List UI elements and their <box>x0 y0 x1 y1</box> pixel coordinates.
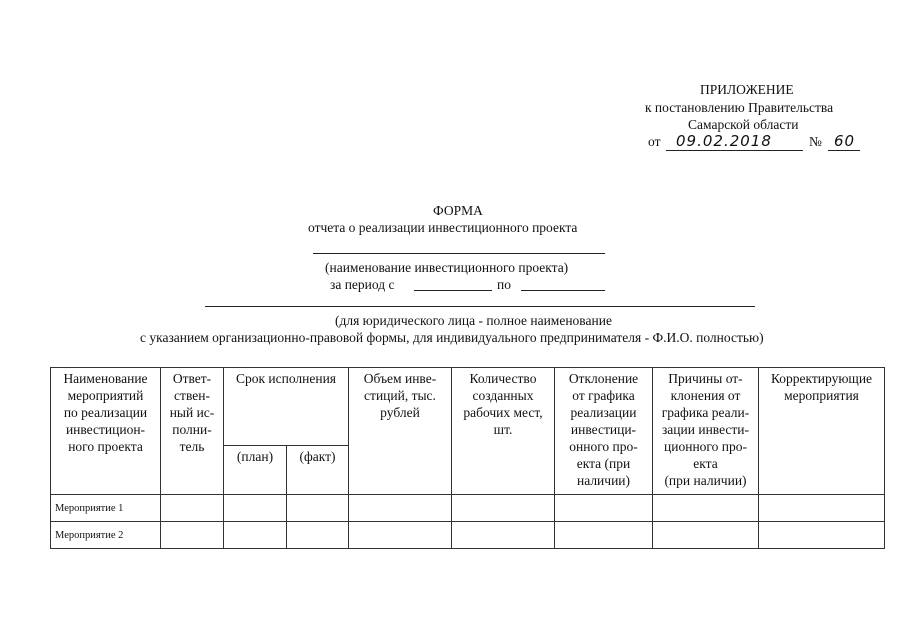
table-cell <box>759 522 885 549</box>
header-investment: Объем инве- стиций, тыс. рублей <box>349 368 452 495</box>
header-deadline: Срок исполнения <box>224 368 349 446</box>
header-jobs: Количество созданных рабочих мест, шт. <box>452 368 555 495</box>
appendix-number-value: 60 <box>834 132 856 150</box>
appendix-from-label: от <box>648 134 661 149</box>
form-subtitle: отчета о реализации инвестиционного проекта <box>308 220 578 235</box>
table-row <box>51 495 885 522</box>
table-cell <box>287 495 349 522</box>
table-cell <box>555 522 653 549</box>
activity-1-label: Мероприятие 1 <box>51 495 161 522</box>
appendix-number-label: № <box>809 134 822 149</box>
appendix-line-1: к постановлению Правительства <box>645 100 834 115</box>
appendix-title: ПРИЛОЖЕНИЕ <box>700 82 794 97</box>
activity-2-label: Мероприятие 2 <box>51 522 161 549</box>
project-name-line <box>313 253 605 254</box>
appendix-number-field <box>828 133 860 151</box>
table-cell <box>349 522 452 549</box>
table-cell <box>224 522 287 549</box>
entity-caption-2: с указанием организационно-правовой формы, для индивидуального предпринимателя - Ф.И.О. полностью) <box>140 330 764 345</box>
period-to-label: по <box>497 277 511 292</box>
table-cell <box>653 495 759 522</box>
table-cell <box>161 522 224 549</box>
project-name-caption: (наименование инвестиционного проекта) <box>325 260 569 275</box>
entity-name-line <box>205 306 755 307</box>
header-deadline-fact: (факт) <box>287 446 349 495</box>
period-from-label: за период с <box>330 277 395 292</box>
period-to-field <box>521 290 605 291</box>
entity-caption-1: (для юридического лица - полное наименование <box>335 313 612 328</box>
appendix-date-value: 09.02.2018 <box>676 132 772 150</box>
header-activities: Наименование мероприятий по реализации инвестицион- ного проекта <box>51 368 161 495</box>
appendix-line-2: Самарской области <box>688 117 799 132</box>
appendix-date-field <box>666 133 803 151</box>
table-cell <box>287 522 349 549</box>
header-deadline-plan: (план) <box>224 446 287 495</box>
table-cell <box>452 495 555 522</box>
table-cell <box>224 495 287 522</box>
table-cell <box>653 522 759 549</box>
table-cell <box>759 495 885 522</box>
period-from-field <box>414 290 492 291</box>
header-reasons: Причины от- клонения от графика реали- зации инвести- ционного про- екта (при наличии) <box>653 368 759 495</box>
table-row <box>51 522 885 549</box>
table-cell <box>555 495 653 522</box>
form-title: ФОРМА <box>433 203 483 218</box>
table-cell <box>349 495 452 522</box>
header-corrective: Корректирующие мероприятия <box>759 368 885 495</box>
header-responsible: Ответ- ствен- ный ис- полни- тель <box>161 368 224 495</box>
report-table <box>50 367 885 549</box>
table-cell <box>161 495 224 522</box>
table-cell <box>452 522 555 549</box>
header-deviation: Отклонение от графика реализации инвестици- онного про- екта (при наличии) <box>555 368 653 495</box>
